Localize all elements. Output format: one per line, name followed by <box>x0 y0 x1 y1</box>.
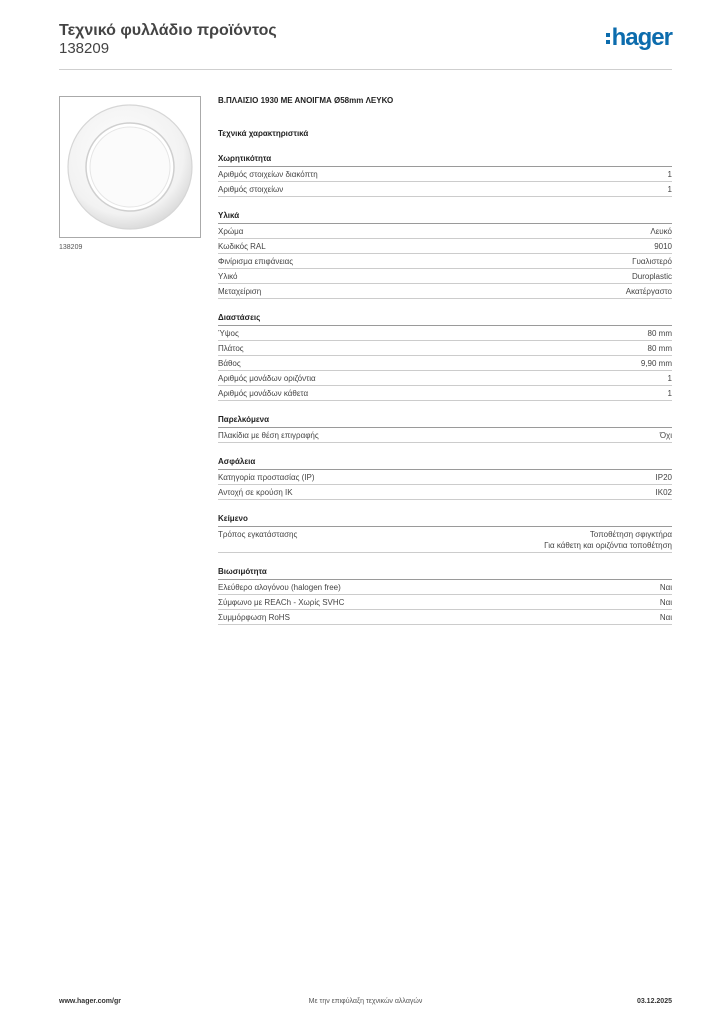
page-header <box>59 18 672 68</box>
spec-row <box>218 326 672 341</box>
spec-value: 1 <box>667 389 672 398</box>
section-title: Υλικά <box>218 209 672 224</box>
spec-row <box>218 386 672 401</box>
spec-label: Χρώμα <box>218 227 244 236</box>
spec-row <box>218 610 672 625</box>
spec-label: Φινίρισμα επιφάνειας <box>218 257 294 266</box>
frame-ring-illustration <box>60 97 200 237</box>
spec-label: Υλικό <box>218 272 238 281</box>
spec-row <box>218 580 672 595</box>
spec-value: Όχι <box>659 431 672 440</box>
spec-value: 1 <box>667 185 672 194</box>
spec-section <box>218 565 672 625</box>
spec-value: Ναι <box>659 598 672 607</box>
spec-content <box>218 94 672 625</box>
document-title: Τεχνικό φυλλάδιο προϊόντος <box>59 22 277 39</box>
spec-value: Λευκό <box>650 227 672 236</box>
spec-value: 1 <box>667 374 672 383</box>
spec-label: Ύψος <box>218 329 239 338</box>
section-title: Ασφάλεια <box>218 455 672 470</box>
spec-section <box>218 311 672 401</box>
spec-value: Γυαλιστερό <box>632 257 672 266</box>
footer-date: 03.12.2025 <box>636 998 672 1005</box>
spec-row <box>218 371 672 386</box>
footer-website[interactable]: www.hager.com/gr <box>59 998 121 1005</box>
spec-section <box>218 512 672 553</box>
spec-row <box>218 239 672 254</box>
spec-row <box>218 254 672 269</box>
spec-section <box>218 209 672 299</box>
spec-row <box>218 182 672 197</box>
spec-value: Ναι <box>659 583 672 592</box>
spec-value: 80 mm <box>647 329 672 338</box>
product-image <box>59 96 201 238</box>
image-caption: 138209 <box>59 244 83 251</box>
spec-label: Τρόπος εγκατάστασης <box>218 530 298 539</box>
spec-value: Ακατέργαστο <box>625 287 672 296</box>
page-footer <box>59 998 672 1012</box>
spec-label: Αριθμός στοιχείων διακόπτη <box>218 170 318 179</box>
spec-label: Σύμφωνο με REACh - Χωρίς SVHC <box>218 598 345 607</box>
spec-label: Αριθμός μονάδων κάθετα <box>218 389 309 398</box>
document-number: 138209 <box>59 40 110 57</box>
spec-value: Duroplastic <box>631 272 672 281</box>
spec-row <box>218 595 672 610</box>
spec-row <box>218 485 672 500</box>
spec-label: Ελεύθερο αλογόνου (halogen free) <box>218 583 341 592</box>
spec-value: 9,90 mm <box>640 359 672 368</box>
logo-text: hager <box>611 24 672 51</box>
spec-heading: Τεχνικά χαρακτηριστικά <box>218 129 309 138</box>
spec-row <box>218 284 672 299</box>
spec-label: Αριθμός στοιχείων <box>218 185 284 194</box>
spec-value: IP20 <box>655 473 672 482</box>
spec-value: IK02 <box>655 488 672 497</box>
spec-value: 9010 <box>654 242 672 251</box>
logo-mark-icon <box>606 33 610 44</box>
product-name: Β.ΠΛΑΙΣΙΟ 1930 ΜΕ ΑΝΟΙΓΜΑ Ø58mm ΛΕΥΚΟ <box>218 96 394 105</box>
spec-label: Πλάτος <box>218 344 244 353</box>
spec-row <box>218 167 672 182</box>
spec-row <box>218 341 672 356</box>
spec-value: Ναι <box>659 613 672 622</box>
spec-section <box>218 413 672 443</box>
spec-row <box>218 470 672 485</box>
footer-notice: Με την επιφύλαξη τεχνικών αλλαγών <box>308 998 423 1005</box>
spec-label: Συμμόρφωση RoHS <box>218 613 290 622</box>
section-title: Βιωσιμότητα <box>218 565 672 580</box>
spec-row <box>218 269 672 284</box>
spec-row <box>218 428 672 443</box>
spec-row <box>218 356 672 371</box>
spec-label: Αντοχή σε κρούση IK <box>218 488 293 497</box>
spec-label: Αριθμός μονάδων οριζόντια <box>218 374 316 383</box>
section-title: Παρελκόμενα <box>218 413 672 428</box>
section-title: Διαστάσεις <box>218 311 672 326</box>
section-title: Κείμενο <box>218 512 672 527</box>
spec-label: Πλακίδια με θέση επιγραφής <box>218 431 319 440</box>
spec-value: 80 mm <box>647 344 672 353</box>
spec-sections <box>218 152 672 625</box>
spec-label: Βάθος <box>218 359 241 368</box>
spec-section <box>218 455 672 500</box>
spec-section <box>218 152 672 197</box>
section-title: Χωρητικότητα <box>218 152 672 167</box>
spec-row <box>218 527 672 553</box>
spec-value: Τοποθέτηση σφιγκτήρα Για κάθετη και οριζόντια τοποθέτηση <box>544 530 672 550</box>
spec-value: 1 <box>667 170 672 179</box>
hager-logo <box>606 24 672 52</box>
spec-label: Κωδικός RAL <box>218 242 266 251</box>
spec-label: Κατηγορία προστασίας (IP) <box>218 473 315 482</box>
spec-label: Μεταχείριση <box>218 287 262 296</box>
spec-row <box>218 224 672 239</box>
header-divider <box>59 69 672 70</box>
